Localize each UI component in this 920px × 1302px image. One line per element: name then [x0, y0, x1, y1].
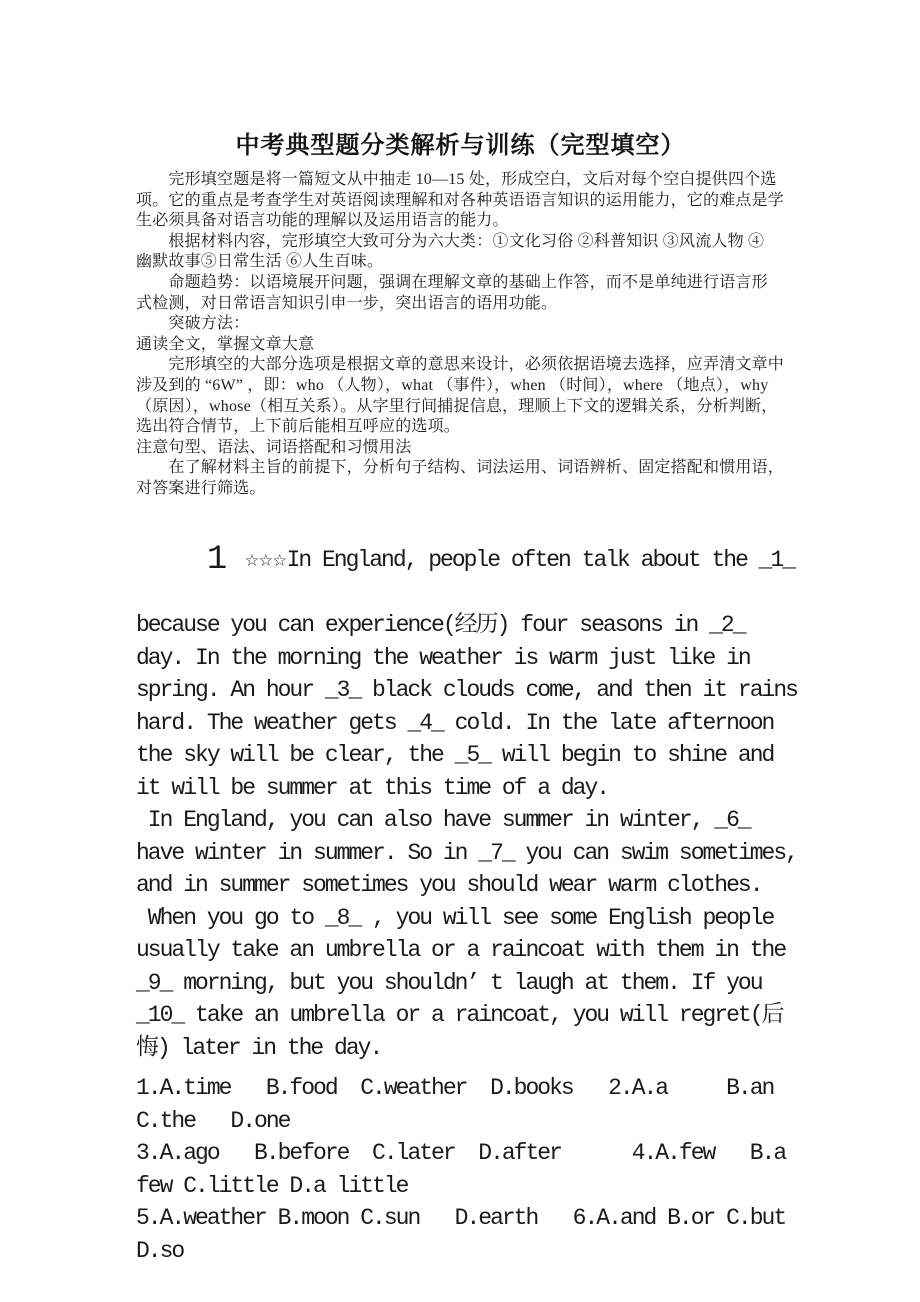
intro-line: 在了解材料主旨的前提下，分析句子结构、词法运用、词语辨析、固定搭配和惯用语， — [136, 459, 785, 477]
intro-line: 项。它的重点是考查学生对英语阅读理解和对各种英语语言知识的运用能力，它的难点是学 — [136, 191, 785, 209]
intro-line: 幽默故事⑤日常生活 ⑥人生百味。 — [136, 253, 384, 271]
passage-first-line — [136, 512, 795, 610]
passage-line: day. In the morning the weather is warm just like in — [136, 644, 750, 671]
passage-lines — [136, 609, 797, 1064]
intro-line: 涉及到的 “6W” ，即：who （人物），what （事件），when （时间），where （地点），why — [136, 376, 769, 394]
passage-line: In England, you can also have summer in winter, _6_ — [136, 807, 750, 833]
intro-line: 式检测，对日常语言知识引申一步，突出语言的语用功能。 — [136, 294, 558, 312]
difficulty-stars: ☆☆☆ — [245, 547, 287, 573]
passage-line: it will be summer at this time of a day. — [136, 774, 609, 801]
intro-line: 命题趋势：以语境展开问题，强调在理解文章的基础上作答，而不是单纯进行语言形 — [136, 273, 768, 291]
passage-line: and in summer sometimes you should wear warm clothes. — [136, 872, 762, 898]
options-line: 1.A.time B.food C.weather D.books 2.A.a B.an — [136, 1075, 774, 1101]
options-section — [136, 1072, 785, 1267]
intro-section — [136, 170, 785, 500]
intro-line: 对答案进行筛选。 — [136, 479, 266, 497]
passage-line: When you go to _8_ , you will see some English people — [136, 904, 774, 931]
page-title: 中考典型题分类解析与训练（完型填空） — [235, 133, 686, 159]
passage-line: 悔) later in the day. — [136, 1034, 382, 1061]
intro-line: 完形填空题是将一篇短文从中抽走 10—15 处，形成空白，文后对每个空白提供四个选 — [136, 171, 777, 188]
passage-line: spring. An hour _3_ black clouds come, and then it rains — [136, 677, 797, 703]
passage-line: have winter in summer. So in _7_ you can swim sometimes, — [136, 839, 797, 866]
intro-line: 完形填空的大部分选项是根据文章的意思来设计，必须依据语境去选择，应弄清文章中 — [136, 356, 785, 374]
options-line: 5.A.weather B.moon C.sun D.earth 6.A.and B.or C.but — [136, 1205, 786, 1231]
options-line: few C.little D.a little — [136, 1172, 408, 1199]
passage-line: the sky will be clear, the _5_ will begin to shine and — [136, 742, 774, 768]
intro-line: （原因），whose（相互关系）。从字里行间捕捉信息，理顺上下文的逻辑关系，分析判断， — [136, 397, 778, 415]
intro-line: 选出符合情节，上下前后能相互呼应的选项。 — [136, 418, 461, 436]
passage-line: _10_ take an umbrella or a raincoat, you will regret(后 — [136, 1002, 783, 1028]
options-line: 3.A.ago B.before C.later D.after 4.A.few B.a — [136, 1140, 786, 1166]
passage-number: 1 — [206, 541, 228, 579]
passage-line: because you can experience(经历) four seasons in _2_ — [136, 612, 745, 638]
intro-line: 根据材料内容，完形填空大致可分为六大类：①文化习俗 ②科普知识 ③风流人物 ④ — [136, 232, 765, 250]
intro-line: 生必须具备对语言功能的理解以及运用语言的能力。 — [136, 212, 509, 230]
intro-line: 注意句型、语法、词语搭配和习惯用法 — [136, 438, 412, 456]
intro-line: 通读全文，掌握文章大意 — [136, 335, 315, 353]
cloze-passage — [136, 512, 797, 1065]
intro-line: 突破方法： — [136, 315, 250, 333]
passage-line: In England, people often talk about the _1_ — [286, 547, 795, 573]
passage-line: _9_ morning, but you shouldn’ t laugh at them. If you — [136, 969, 762, 996]
passage-line: usually take an umbrella or a raincoat with them in the — [136, 937, 786, 963]
options-line: D.so — [136, 1237, 184, 1264]
options-line: C.the D.one — [136, 1107, 290, 1134]
passage-line: hard. The weather gets _4_ cold. In the late afternoon — [136, 709, 774, 736]
